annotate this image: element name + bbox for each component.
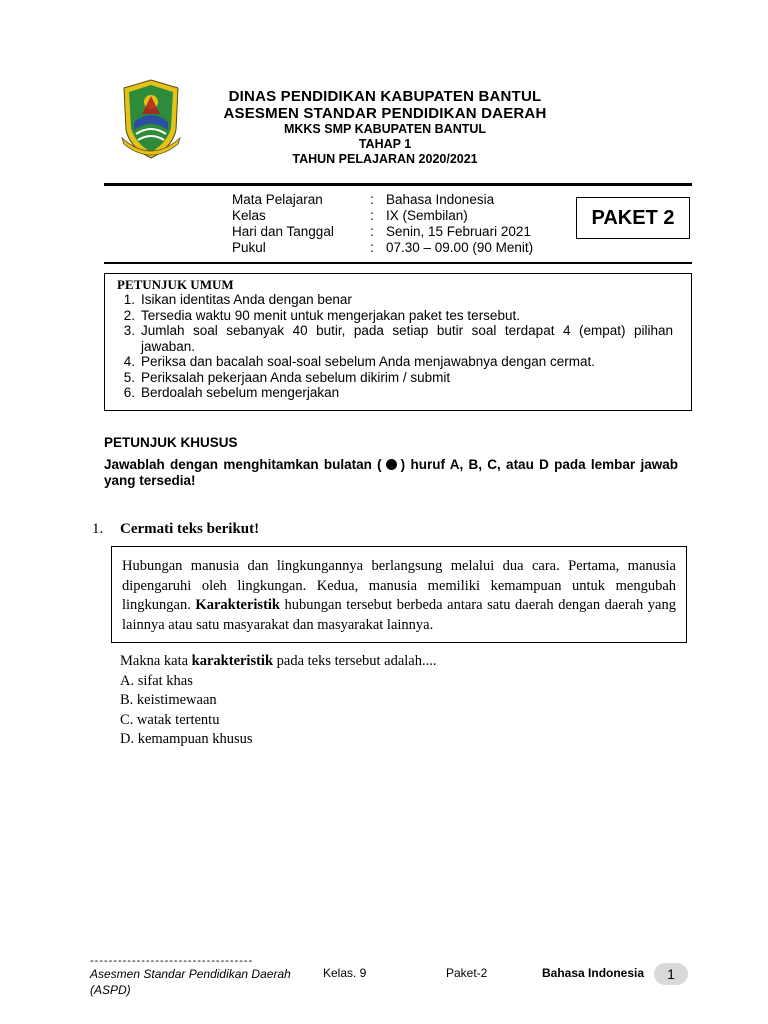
paket-label-box: PAKET 2 [576,197,690,239]
list-item [117,354,681,370]
filled-circle-icon [386,459,397,470]
header-divider-bottom [104,262,692,264]
list-item [117,370,681,386]
footer-kelas: Kelas. 9 [323,966,367,980]
list-item [117,323,681,354]
exam-info-value: Bahasa Indonesia [386,192,495,207]
list-item [117,308,681,324]
question-number: 1. [92,521,104,537]
list-item-text: Periksalah pekerjaan Anda sebelum dikirim / submit [141,369,451,385]
special-instructions-text-before: Jawablah dengan menghitamkan bulatan ( [104,457,382,472]
general-instructions-list [117,292,681,401]
header-line-tahap: TAHAP 1 [358,137,412,151]
question-instruction: Cermati teks berikut! [120,521,260,537]
passage-keyword: Karakteristik [195,597,280,613]
exam-info-value: IX (Sembilan) [386,208,468,223]
question-stem [120,652,437,672]
footer-dashed-line: ----------------------------------- [90,955,254,967]
exam-info-label: Kelas [232,208,266,223]
list-item-number: 2. [123,307,135,323]
kabupaten-bantul-emblem-icon [120,78,182,160]
list-item [117,385,681,401]
list-item-number: 3. [123,323,135,338]
general-instructions-box [104,273,692,411]
passage-text-part2: hubungan tersebut berbeda antara satu daerah dengan daerah yang lainnya atau satu masyarakat dan masyarakat lainnya. [122,597,676,633]
header-divider-top [104,183,692,186]
general-instructions-title: PETUNJUK UMUM [117,277,234,292]
exam-info-row [232,208,533,224]
header-line-tahun: TAHUN PELAJARAN 2020/2021 [292,152,478,166]
list-item-number: 6. [123,385,135,400]
footer-exam-name: Asesmen Standar Pendidikan Daerah (ASPD) [90,967,291,997]
page-number-badge: 1 [654,963,688,985]
exam-info-separator: : [370,240,374,255]
header-line-mkks: MKKS SMP KABUPATEN BANTUL [283,122,487,136]
list-item-text: Isikan identitas Anda dengan benar [141,292,352,307]
exam-info-separator: : [370,192,374,207]
answer-option-c: C. watak tertentu [120,711,220,728]
answer-option-d: D. kemampuan khusus [120,731,253,747]
special-instructions-text [104,457,678,489]
exam-info-value: Senin, 15 Februari 2021 [386,224,531,239]
list-item [117,292,681,308]
header-line-asesmen: ASESMEN STANDAR PENDIDIKAN DAERAH [223,105,547,122]
exam-info-row [232,240,533,256]
special-instructions-text-after: ) huruf A, B, C, atau D pada lembar jawab yang tersedia! [104,457,678,488]
list-item-number: 1. [123,292,135,307]
passage-text-part1: Hubungan manusia dan lingkungannya berlangsung melalui dua cara. Pertama, manusia dipengaruhi oleh lingkungan. Kedua, manusia memiliki kemampuan untuk mengubah lingkungan. [122,558,676,613]
footer-paket: Paket-2 [446,966,488,980]
exam-info-separator: : [370,224,374,239]
exam-info-separator: : [370,208,374,223]
list-item-text: Jumlah soal sebanyak 40 butir, pada setiap butir soal terdapat 4 (empat) pilihan jawaban. [141,323,673,354]
exam-info-row [232,192,533,208]
exam-info-row [232,224,533,240]
question-passage-box [111,546,687,643]
list-item-number: 5. [123,369,135,385]
special-instructions-title: PETUNJUK KHUSUS [104,435,238,450]
question-stem-after: pada teks tersebut adalah.... [273,653,437,669]
list-item-text: Berdoalah sebelum mengerjakan [141,385,340,400]
question-stem-before: Makna kata [120,653,192,669]
answer-option-a: A. sifat khas [120,672,193,689]
question-stem-block [120,652,437,750]
answer-option-b: B. keistimewaan [120,692,217,708]
exam-info-label: Pukul [232,240,266,255]
exam-info [232,192,533,256]
exam-info-label: Mata Pelajaran [232,192,323,207]
list-item-text: Tersedia waktu 90 menit untuk mengerjakan paket tes tersebut. [141,307,520,323]
footer-subject: Bahasa Indonesia [542,966,645,980]
document-header [190,88,580,167]
list-item-text: Periksa dan bacalah soal-soal sebelum Anda menjawabnya dengan cermat. [141,354,596,369]
exam-info-value: 07.30 – 09.00 (90 Menit) [386,240,534,255]
question-stem-keyword: karakteristik [191,653,274,669]
exam-info-label: Hari dan Tanggal [232,224,334,239]
header-line-dinas: DINAS PENDIDIKAN KABUPATEN BANTUL [228,88,542,105]
list-item-number: 4. [123,354,135,369]
